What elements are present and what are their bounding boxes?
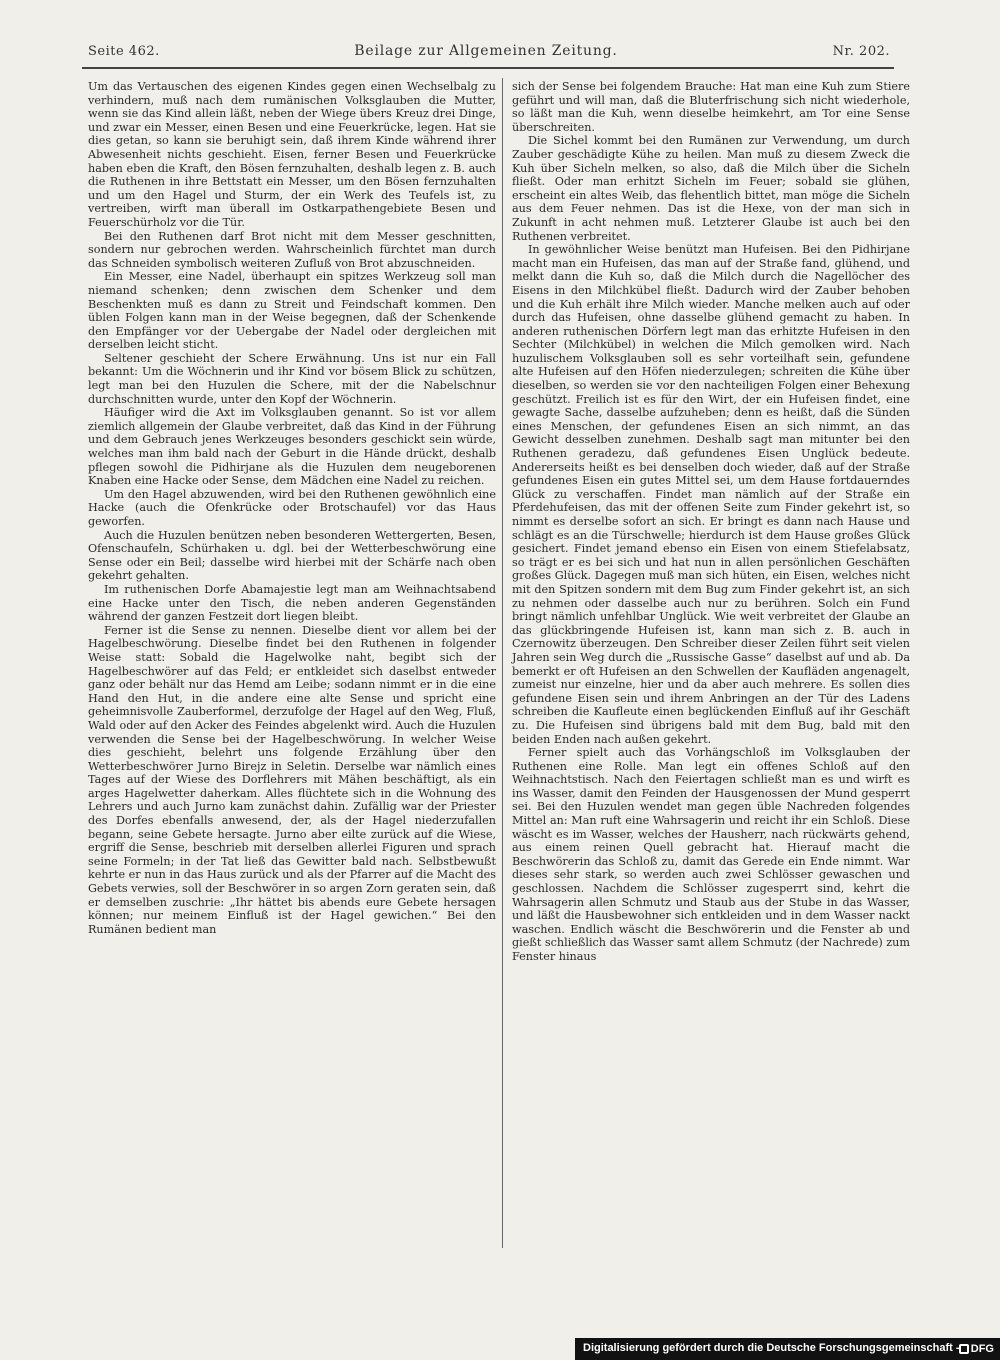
dfg-credit: Digitalisierung gefördert durch die Deutsche Forschungsgemeinschaft - <box>583 1342 960 1354</box>
paragraph: Die Sichel kommt bei den Rumänen zur Verwendung, um durch Zauber geschädigte Kühe zu heilen. Man muß zu diesem Zweck die Kuh über Sicheln melken, so also, daß die Milch über die Sicheln fließt. Oder man erhitzt Sicheln im Feuer; sobald sie glühen, erscheint ein altes Weib, das flehentlich bittet, man möge die Sicheln aus dem Feuer nehmen. Das ist die Hexe, von der man sich in Zukunft in acht nehmen muß. Letzterer Glaube ist auch bei den Ruthenen verbreitet. <box>512 134 910 243</box>
dfg-logo <box>959 1341 994 1357</box>
right-column <box>512 80 910 964</box>
left-column <box>88 80 496 936</box>
paragraph: Auch die Huzulen benützen neben besonderen Wettergerten, Besen, Ofenschaufeln, Schürhaken u. dgl. bei der Wetterbeschwörung eine Sense oder ein Beil; dasselbe wird hierbei mit der Schärfe nach oben gekehrt gehalten. <box>88 528 496 583</box>
paragraph: Seltener geschieht der Schere Erwähnung. Uns ist nur ein Fall bekannt: Um die Wöchnerin und ihr Kind vor bösem Blick zu schützen, legt man bei den Huzulen die Schere, mit der die Nabelschnur durchschnitten wurde, unter den Kopf der Wöchnerin. <box>88 351 496 406</box>
column-divider <box>502 78 503 1248</box>
paragraph: Ferner spielt auch das Vorhängschloß im Volksglauben der Ruthenen eine Rolle. Man legt ein offenes Schloß auf den Weihnachtstisch. Nach den Feiertagen schließt man es und wirft es ins Wasser, damit den Feinden der Hausgenossen der Mund gesperrt sei. Bei den Huzulen wendet man gegen üble Nachreden folgendes Mittel an: Man ruft eine Wahrsagerin und reicht ihr ein Schloß. Diese wäscht es im Wasser, welches der Hausherr, nach rückwärts gehend, aus einem reinen Quell gebracht hat. Hierauf macht die Beschwörerin das Schloß zu, damit das Gerede ein Ende nimmt. War dieses sehr stark, so werden auch zwei Schlösser gewaschen und geschlossen. Nachdem die Schlösser zugesperrt sind, kehrt die Wahrsagerin allen Schmutz und Staub aus der Stube in das Wasser, und läßt die Hausbewohner sich entkleiden und in dem Wasser nackt waschen. Endlich wäscht die Beschwörerin und die Fenster ab und gießt schließlich das Wasser samt allem Schmutz (der Nachrede) zum Fenster hinaus <box>512 746 910 963</box>
publication-title: Beilage zur Allgemeinen Zeitung. <box>354 43 618 59</box>
digitization-footer <box>575 1338 1000 1360</box>
paragraph: Ein Messer, eine Nadel, überhaupt ein spitzes Werkzeug soll man niemand schenken; denn zwischen dem Schenker und dem Beschenkten muß es dann zu Streit und Feindschaft kommen. Den üblen Folgen kann man in der Weise begegnen, daß der Schenkende den Empfänger vor der Uebergabe der Nadel oder dergleichen mit derselben leicht sticht. <box>88 270 496 352</box>
dfg-logo-text: DFG <box>970 1343 994 1355</box>
paragraph: Um das Vertauschen des eigenen Kindes gegen einen Wechselbalg zu verhindern, muß nach dem rumänischen Volksglauben die Mutter, wenn sie das Kind allein läßt, neben der Wiege übers Kreuz drei Dinge, und zwar ein Messer, einen Besen und eine Feuerkrücke, legen. Hat sie dies getan, so kann sie beruhigt sein, daß ihrem Kinde während ihrer Abwesenheit nichts geschieht. Eisen, ferner Besen und Feuerkrücke haben eben die Kraft, den Bösen fernzuhalten, deshalb legen z. B. auch die Ruthenen in ihre Bettstatt ein Messer, um den Bösen fernzuhalten und um den Hagel und Sturm, der ein Werk des Teufels ist, zu vertreiben, wirft man überall im Ostkarpathengebiete Besen und Feuerschürholz vor die Tür. <box>88 80 496 229</box>
paragraph: sich der Sense bei folgendem Brauche: Hat man eine Kuh zum Stiere geführt und will man, daß die Bluterfrischung sich nicht wiederhole, so läßt man die Kuh, wenn dieselbe heimkehrt, am Tor eine Sense überschreiten. <box>512 80 910 134</box>
paragraph: Um den Hagel abzuwenden, wird bei den Ruthenen gewöhnlich eine Hacke (auch die Ofenkrücke oder Brotschaufel) vor das Haus geworfen. <box>88 487 496 528</box>
issue-number: Nr. 202. <box>832 44 890 59</box>
paragraph: Häufiger wird die Axt im Volksglauben genannt. So ist vor allem ziemlich allgemein der Glaube verbreitet, daß das Kind in der Führung und dem Gebrauch jenes Werkzeuges besonders geschickt sein würde, welches man ihm bald nach der Geburt in die Hände drückt, deshalb pflegen sowohl die Pidhirjane als die Huzulen dem neugeborenen Knaben eine Hacke oder Sense, dem Mädchen eine Nadel zu reichen. <box>88 406 496 488</box>
page-header <box>80 40 892 64</box>
paragraph: In gewöhnlicher Weise benützt man Hufeisen. Bei den Pidhirjane macht man ein Hufeisen, das man auf der Straße fand, glühend, und melkt dann die Kuh so, daß die Milch durch die Nagellöcher des Eisens in den Milchkübel fließt. Dadurch wird der Zauber behoben und die Kuh erhält ihre Milch wieder. Manche melken auch auf oder durch das Hufeisen, ohne dasselbe glühend gemacht zu haben. In anderen ruthenischen Dörfern legt man das erhitzte Hufeisen in den Sechter (Milchkübel) in welchen die Milch gemolken wird. Nach huzulischem Volksglauben soll es sehr vorteilhaft sein, gefundene alte Hufeisen auf den Höfen niederzulegen; schreiten die Kühe über dieselben, so werden sie vor den nachteiligen Folgen einer Behexung geschützt. Freilich ist es für den Wirt, der ein Hufeisen findet, eine gewagte Sache, dasselbe aufzuheben; denn es heißt, daß die Sünden eines Menschen, der gefundenes Eisen an sich nimmt, an das Gewicht desselben zunehmen. Deshalb sagt man mitunter bei den Ruthenen geradezu, daß gefundenes Eisen Unglück bedeute. Andererseits heißt es bei denselben doch wieder, daß auf der Straße gefundenes Eisen ein gutes Mittel sei, um dem Hause fortdauerndes Glück zu verschaffen. Findet man nämlich auf der Straße ein Pferdehufeisen, das mit der offenen Seite zum Finder gekehrt ist, so nimmt es derselbe sofort an sich. Er bringt es dann nach Hause und schlägt es an die Türschwelle; hierdurch ist dem Hause großes Glück gesichert. Findet jemand ebenso ein Eisen von einem Stiefelabsatz, so trägt er es bei sich und hat nun in allen persönlichen Geschäften großes Glück. Dagegen muß man sich hüten, ein Eisen, welches nicht mit den Spitzen sondern mit dem Bug zum Finder gekehrt ist, an sich zu nehmen oder dasselbe auch nur zu berühren. Solch ein Fund bringt nämlich unfehlbar Unglück. Wie weit verbreitet der Glaube an das glückbringende Hufeisen ist, kann man sich z. B. auch in Czernowitz überzeugen. Den Schreiber dieser Zeilen führt seit vielen Jahren sein Weg durch die „Russische Gasse“ daselbst auf und ab. Da bemerkt er oft Hufeisen an den Schwellen der Kaufläden angenagelt, zumeist nur einzelne, hier und da aber auch mehrere. Es sollen dies gefundene Eisen sein und ihrem Anbringen an der Tür des Ladens schreiben die Kaufleute einen beglückenden Einfluß auf ihr Geschäft zu. Die Hufeisen sind übrigens bald mit dem Bug, bald mit den beiden Enden nach außen gekehrt. <box>512 243 910 746</box>
header-rule <box>82 67 894 69</box>
paragraph: Bei den Ruthenen darf Brot nicht mit dem Messer geschnitten, sondern nur gebrochen werden. Wahrscheinlich fürchtet man durch das Schneiden symbolisch weiteren Zufluß von Brot abzuschneiden. <box>88 229 496 270</box>
paragraph: Ferner ist die Sense zu nennen. Dieselbe dient vor allem bei der Hagelbeschwörung. Dieselbe findet bei den Ruthenen in folgender Weise statt: Sobald die Hagelwolke naht, begibt sich der Hagelbeschwörer auf das Feld; er entkleidet sich daselbst entweder ganz oder behält nur das Hemd am Leibe; sodann nimmt er in die eine Hand den Hut, in die andere eine alte Sense und spricht eine geheimnisvolle Zauberformel, derzufolge der Hagel auf den Weg, Fluß, Wald oder auf den Acker des Feindes abgelenkt wird. Auch die Huzulen verwenden die Sense bei der Hagelbeschwörung. In welcher Weise dies geschieht, belehrt uns folgende Erzählung über den Wetterbeschwörer Jurno Birejz in Seletin. Derselbe war nämlich eines Tages auf der Wiese des Dorflehrers mit Mähen beschäftigt, als ein arges Hagelwetter daherkam. Alles flüchtete sich in die Wohnung des Lehrers und auch Jurno kam zunächst dahin. Zufällig war der Priester des Dorfes ebenfalls anwesend, der, als der Hagel niederzufallen begann, seine Gebete hersagte. Jurno aber eilte zurück auf die Wiese, ergriff die Sense, beschrieb mit derselben allerlei Figuren und sprach seine Formeln; in der Tat ließ das Gewitter bald nach. Selbstbewußt kehrte er nun in das Haus zurück und als der Pfarrer auf die Macht des Gebets verwies, soll der Beschwörer in so argen Zorn geraten sein, daß er demselben zuschrie: „Ihr hättet bis abends eure Gebete hersagen können; nur meinem Einfluß ist der Hagel gewichen.“ Bei den Rumänen bedient man <box>88 623 496 936</box>
page-number: Seite 462. <box>88 44 160 59</box>
dfg-logo-icon <box>959 1344 969 1354</box>
paragraph: Im ruthenischen Dorfe Abamajestie legt man am Weihnachtsabend eine Hacke unter den Tisch, die neben anderen Gegenständen während der ganzen Festzeit dort liegen bleibt. <box>88 582 496 624</box>
